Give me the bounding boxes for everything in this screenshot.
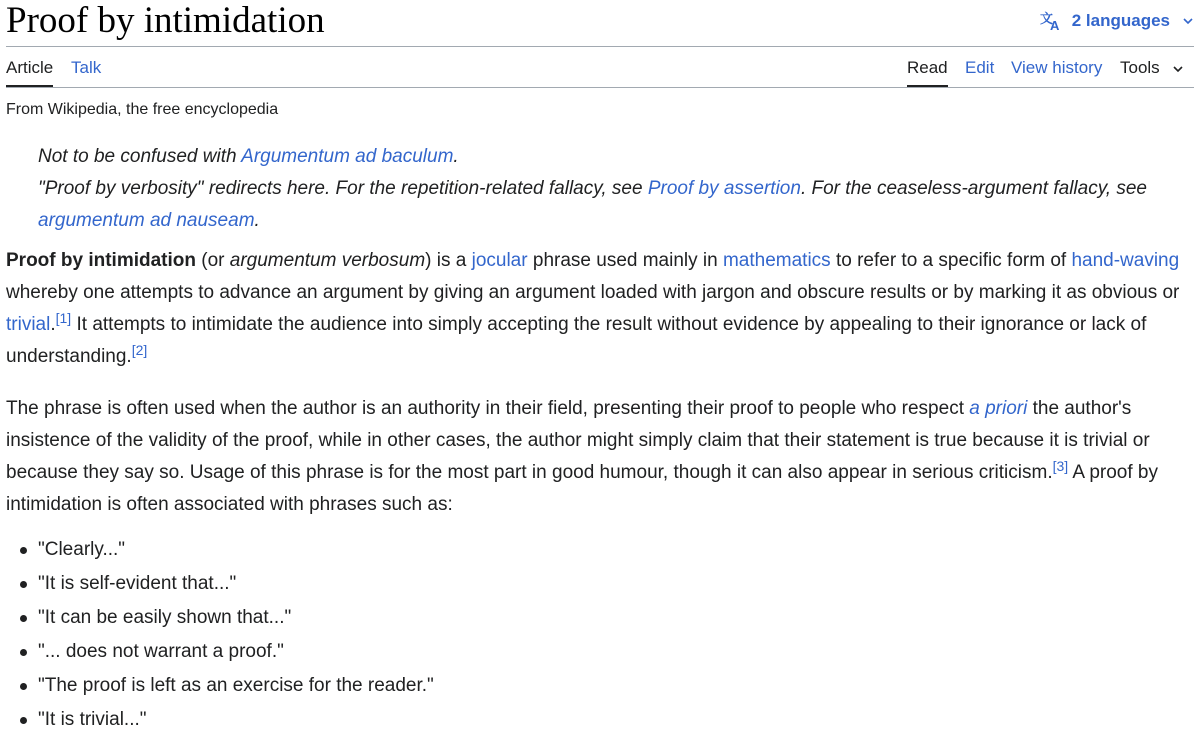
article-subject: Proof by intimidation — [6, 250, 196, 271]
link-a-priori[interactable]: a priori — [969, 398, 1028, 419]
phrase-list — [6, 533, 434, 737]
list-item — [6, 669, 434, 703]
bullet-icon — [20, 649, 27, 656]
bullet-icon — [20, 547, 27, 554]
intro-paragraph — [6, 245, 1190, 373]
tools-menu[interactable] — [1120, 57, 1184, 79]
tab-edit[interactable]: Edit — [965, 58, 995, 77]
languages-button[interactable] — [1040, 10, 1194, 32]
paragraph-text: whereby one attempts to advance an argument by giving an argument loaded with jargon and obscure results or by marking it as obvious or — [6, 282, 1180, 303]
link-jocular[interactable]: jocular — [471, 250, 528, 271]
reference-2[interactable]: [2] — [131, 342, 148, 358]
paragraph-text: to refer to a specific form of — [830, 250, 1072, 271]
link-hand-waving[interactable]: hand-waving — [1071, 250, 1180, 271]
hatnote-text: Not to be confused with — [38, 146, 242, 167]
list-item-text: "It is self-evident that..." — [38, 573, 237, 594]
tab-read[interactable]: Read — [907, 58, 948, 77]
list-item — [6, 601, 434, 635]
site-tagline: From Wikipedia, the free encyclopedia — [6, 101, 279, 118]
link-trivial[interactable]: trivial — [6, 314, 51, 335]
languages-label: 2 languages — [1071, 11, 1170, 30]
tools-label: Tools — [1120, 58, 1160, 77]
list-item-text: "The proof is left as an exercise for the reader." — [38, 675, 434, 696]
tab-view-history[interactable]: View history — [1011, 58, 1103, 77]
link-proof-by-assertion[interactable]: Proof by assertion — [647, 178, 801, 199]
bullet-icon — [20, 717, 27, 724]
list-item-text: "... does not warrant a proof." — [38, 641, 284, 662]
tab-talk[interactable]: Talk — [71, 58, 102, 77]
chevron-down-icon — [1182, 15, 1194, 27]
paragraph-text: The phrase is often used when the author is an authority in their field, presenting their proof to people who respect — [6, 398, 970, 419]
list-item — [6, 703, 434, 737]
paragraph-text: the author's insistence of the validity of the proof, while in other cases, the author might simply claim that their statement is true because it is trivial or because they say so. Usage of this phrase is for the most part in good humour, though it can also appear in serious criticism. — [6, 398, 1150, 483]
bullet-icon — [20, 615, 27, 622]
hatnote-text: . — [254, 210, 260, 231]
hatnote-text: . For the ceaseless-argument fallacy, see — [800, 178, 1147, 199]
svg-text:文: 文 — [1039, 12, 1053, 27]
reference-3[interactable]: [3] — [1052, 458, 1069, 474]
link-argumentum-ad-baculum[interactable]: Argumentum ad baculum — [241, 146, 454, 167]
paragraph-text: phrase used mainly in — [527, 250, 723, 271]
list-item-text: "It can be easily shown that..." — [38, 607, 292, 628]
tab-article[interactable]: Article — [6, 58, 54, 77]
list-item — [6, 635, 434, 669]
list-item-text: "Clearly..." — [38, 539, 126, 560]
paragraph-text: (or — [196, 250, 230, 271]
list-item — [6, 533, 434, 567]
paragraph-text: A proof by intimidation is often associated with phrases such as: — [6, 462, 1158, 515]
hatnote-text: . — [453, 146, 459, 167]
hatnote-text: "Proof by verbosity" redirects here. For the repetition-related fallacy, see — [38, 178, 648, 199]
reference-1[interactable]: [1] — [55, 310, 72, 326]
page-tabs — [6, 47, 1194, 88]
bullet-icon — [20, 683, 27, 690]
chevron-down-icon — [1172, 63, 1184, 75]
usage-paragraph — [6, 393, 1190, 521]
alt-name: argumentum verbosum — [229, 250, 426, 271]
svg-text:A: A — [1049, 18, 1060, 31]
list-item-text: "It is trivial..." — [38, 709, 147, 730]
page-title: Proof by intimidation — [6, 0, 325, 41]
paragraph-text: It attempts to intimidate the audience into simply accepting the result without evidence by appealing to their ignorance or lack of understanding. — [6, 314, 1147, 367]
title-bar — [6, 0, 1194, 47]
paragraph-text: . — [50, 314, 56, 335]
list-item — [6, 567, 434, 601]
hatnote-redirect — [38, 173, 1178, 237]
link-mathematics[interactable]: mathematics — [722, 250, 831, 271]
hatnotes — [38, 141, 1178, 237]
link-argumentum-ad-nauseam[interactable]: argumentum ad nauseam — [38, 210, 255, 231]
paragraph-text: ) is a — [425, 250, 472, 271]
hatnote-disambiguation — [38, 141, 1178, 173]
language-icon — [1040, 11, 1062, 31]
bullet-icon — [20, 581, 27, 588]
